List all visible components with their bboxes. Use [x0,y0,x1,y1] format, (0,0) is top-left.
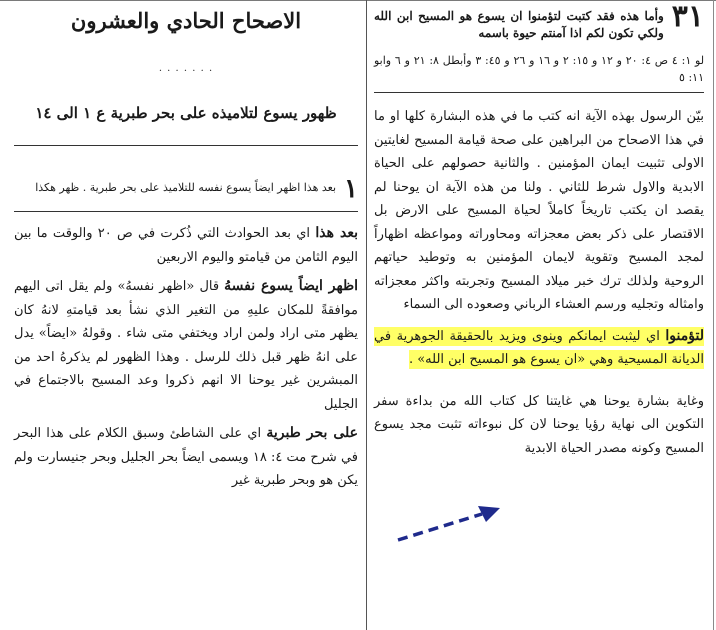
commentary-term: بعد هذا [315,225,358,241]
right-column [374,0,704,460]
verse-1-block [14,174,358,204]
commentary-term: اظهر ايضاً يسوع نفسهُ [224,278,358,294]
commentary-paragraph: وغاية بشارة يوحنا هي غايتنا كل كتاب الله من بداءة سفر التكوين الى نهاية رؤيا يوحنا لان كل نبوءاته تثبت مجد يسوع المسيح وكونه مصدر الحياة الابدية [374,393,704,456]
arrow-shaft [398,514,482,540]
verse-text: بعد هذا اظهر ايضاً يسوع نفسه للتلاميذ على بحر طبرية . ظهر هكذا [35,181,337,194]
commentary-term: لتؤمنوا [665,327,704,344]
commentary-text: اي على الشاطئ وسبق الكلام على هذا البحر في شرح مت ٤: ١٨ ويسمى ايضاً بحر الجليل وبحر جنيسارت ولم يكن هو وبحر طبرية غير [14,426,358,488]
commentary-paragraph: بيّن الرسول بهذه الآية انه كتب ما في هذه البشارة كلها او ما في هذا الاصحاح من البراهين على صحة قيامة المسيح لغايتين الاولى تثبيت ايمان المؤمنين . والثانية حصولهم على الحياة الابدية والاول شرط للثاني . ولنا من هذه الآية ان يوحنا لم يقصد ان يكتب تاريخاً كاملاً لحياة المسيح على الارض بل الاقتصار على ذكر بعض معجزاته ومحاوراته ومواعظه اظهاراً لمجد المسيح وتقوية لايمان المؤمنين به وتوطيد حياتهم الروحية ولذلك ترك خبر ميلاد المسيح وتجربته واكثر معجزاته وامثاله وتجليه ورسم العشاء الرباني وصعوده الى السماء [374,109,704,312]
left-column [14,0,358,493]
commentary-text: اي بعد الحوادث التي ذُكرت في ص ٢٠ والوقت ما بين اليوم الثامن من قيامتو واليوم الاربعين [14,226,358,265]
verse-number: ٣١ [671,0,704,34]
commentary-entry [14,222,358,269]
verse-31-block [374,0,704,42]
section-rule [14,145,358,146]
commentary-term: على بحر طبرية [266,425,358,441]
arrow-head [478,506,500,522]
commentary-text: قال «اظهر نفسهُ» ولم يقل اتى اليهم موافقةً للمكان عليهِ من التغير الذي نشأ بعد قيامتهِ لانهُ كان يظهر متى اراد ولمن اراد ويختفي متى شاء . وقولهُ «ايضاً» يدل على انهُ ظهر قبل ذلك للرسل . وهذا الظهور لم يذكرهُ احد من المبشرين غير يوحنا الا انهم ذكروا وعد المسيح بالاجتماع في الجليل [14,279,358,412]
commentary-entry [14,422,358,493]
verse-text: وأما هذه فقد كتبت لتؤمنوا ان يسوع هو المسيح ابن الله ولكي تكون لكم اذا آمنتم حيوة باسمه [374,9,664,40]
section-rule [14,211,358,212]
page-right-border [713,0,714,630]
commentary-body [14,222,358,493]
verse-number: ١ [344,174,358,204]
highlighted-body: اي ليثبت ايمانكم وينوى ويزيد بالحقيقة الجوهرية في الديانة المسيحية وهي «ان يسوع هو المسيح ابن الله» . [374,328,704,367]
highlighted-text [374,327,704,370]
cross-references: لو ١: ٤ ص ٤: ٢٠ و ١٢ و ١٥: ٢ و ١٦ و ٢٦ و ٤٥: ٣ وأبطل ٨: ٢١ و ٦ وابو ١١: ٥ [374,54,705,84]
ornament-divider: · · · · · · · [158,66,214,77]
section-title: ظهور يسوع لتلاميذه على بحر طبرية ع ١ الى ١٤ [35,104,337,122]
chapter-title: الاصحاح الحادي والعشرون [70,8,302,33]
column-divider [366,0,367,630]
commentary-body [374,105,704,460]
highlighted-paragraph [374,325,704,372]
section-rule [374,92,704,93]
commentary-entry [14,275,358,416]
